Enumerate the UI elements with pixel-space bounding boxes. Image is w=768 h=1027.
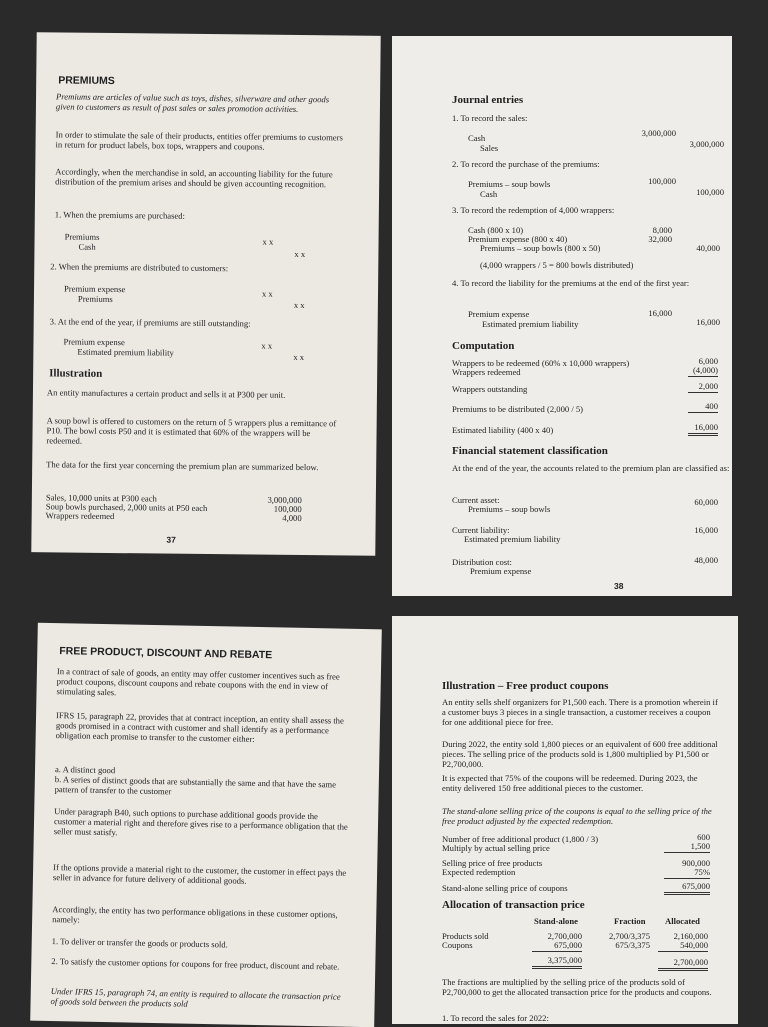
journal-1-debit: Cash [468,133,486,143]
illustration-b6: 1. To record the sales for 2022: [442,1013,549,1023]
data-sales-value: 3,000,000 [267,494,302,506]
journal-3-note: (4,000 wrappers / 5 = 800 bowls distributed) [480,260,634,270]
premiums-title: PREMIUMS [58,74,115,88]
free-product-para-6: Under IFRS 15, paragraph 74, an entity is required to allocate the transaction price of goods sold between the products sold [50,986,341,1009]
free-product-para-3: Under paragraph B40, such options to purchase additional goods provide the customer a material right and therefore gives rise to a performance obligation that the seller must satisfy. [53,806,348,838]
journal-4-credit: Estimated premium liability [482,319,579,329]
illustration-b1: An entity sells shelf organizers for P1,500 each. There is a promotion wherein if a customer buys 3 pieces in a single transaction, a customer receives a coupon for one additional piece for free. [442,697,718,727]
illustration-para-1: An entity manufactures a certain product and sells it at P300 per unit. [46,387,286,400]
entry-2-credit-amount: x x [293,299,305,311]
entry-2-credit: Premiums [77,293,113,305]
data-bowls: Soup bowls purchased, 2,000 units at P50 each [45,501,208,514]
entry-3-credit: Estimated premium liability [77,346,174,358]
fs-classification-heading: Financial statement classification [452,445,608,457]
current-asset-item: Premiums – soup bowls [468,504,551,514]
alloc-coupons-standalone: 675,000 [532,941,582,952]
free-product-para-1: In a contract of sale of goods, an entity may offer customer incentives such as free product coupons, discount coupons and rebate coupons with the end in view of stimulating sales. [56,666,340,698]
data-sales: Sales, 10,000 units at P300 each [45,492,157,504]
computation-heading: Computation [452,340,515,352]
current-liability-item: Estimated premium liability [464,534,561,544]
data-wrappers: Wrappers redeemed [45,510,115,522]
premiums-para-1: Premiums are articles of value such as toys, dishes, silverware and other goods given to customers as result of past sales or sales promotion activities. [55,91,330,114]
comp-premiums-distributed-value: 400 [688,402,718,413]
journal-2-debit: Premiums – soup bowls [468,179,551,189]
row-multiply-value: 1,500 [664,842,710,853]
row-selling-price: Selling price of free products [442,858,543,868]
current-liability-value: 16,000 [694,525,718,535]
comp-wrappers-outstanding: Wrappers outstanding [452,384,528,394]
alloc-total-standalone: 3,375,000 [532,956,582,969]
entry-1-credit-amount: x x [294,248,306,260]
entry-1-credit: Cash [78,241,96,252]
col-fraction: Fraction [614,916,646,926]
journal-2-credit: Cash [480,189,498,199]
alloc-coupons-allocated: 540,000 [658,941,708,952]
illustration-para-3: The data for the first year concerning the premium plan are summarized below. [46,459,319,473]
journal-3-expense-amount: 32,000 [648,234,672,244]
entry-1-debit: Premiums [64,231,100,242]
alloc-products-standalone: 2,700,000 [547,931,582,941]
illustration-b4: The stand-alone selling price of the coupons is equal to the selling price of the free product adjusted by the expected redemption. [442,806,712,826]
journal-3-debit-expense: Premium expense (800 x 40) [468,234,568,244]
entry-3-credit-amount: x x [293,351,305,363]
col-allocated: Allocated [665,916,700,926]
row-selling-price-value: 900,000 [682,858,710,868]
entry-3-debit: Premium expense [63,336,125,348]
journal-2-credit-amount: 100,000 [696,187,724,197]
comp-premiums-distributed: Premiums to be distributed (2,000 / 5) [452,404,584,414]
comp-wrappers-to-redeem: Wrappers to be redeemed (60% x 10,000 wrappers) [452,358,630,368]
comp-estimated-liability-value: 16,000 [688,423,718,436]
comp-wrappers-to-redeem-value: 6,000 [698,356,718,366]
free-product-para-5: Accordingly, the entity has two performance obligations in these customer options, namely: [52,904,338,925]
journal-3-label: 3. To record the redemption of 4,000 wrappers: [452,205,615,215]
free-product-para-4: If the options provide a material right to the customer, the customer in effect pays the seller in advance for future delivery of additional goods. [52,862,347,886]
entry-3-debit-amount: x x [261,340,273,351]
current-asset-label: Current asset: [452,495,500,505]
list-item-a: a. A distinct good [54,764,116,776]
free-product-para-2: IFRS 15, paragraph 22, provides that at contract inception, an entity shall assess the goods promised in a contract with customer and shall identify as a performance obligation each promise to transfer to the customer either: [55,710,344,744]
page-free-product-illustration [392,616,738,1024]
illustration-b2: During 2022, the entity sold 1,800 pieces or an equivalent of 600 free additional pieces. The selling price of the products sold is 1,800 multiplied by P1,500 or P2,700,000. [442,739,718,769]
list-item-b: b. A series of distinct goods that are substantially the same and that have the same pattern of transfer to the customer [54,774,337,797]
journal-1-credit-amount: 3,000,000 [689,139,724,149]
journal-3-credit: Premiums – soup bowls (800 x 50) [480,243,601,253]
current-liability-label: Current liability: [452,525,510,535]
premiums-para-3: Accordingly, when the merchandise in sold, an accounting liability for the future distribution of the premium arises and should be given accounting recognition. [55,166,333,190]
journal-1-debit-amount: 3,000,000 [641,128,676,138]
step-3: 3. At the end of the year, if premiums are still outstanding: [49,316,251,329]
journal-3-debit-cash: Cash (800 x 10) [468,225,524,235]
alloc-coupons-fraction: 675/3,375 [615,940,650,950]
comp-wrappers-redeemed-value: (4,000) [688,366,718,377]
distribution-cost-item: Premium expense [470,566,532,576]
illustration-b5: The fractions are multiplied by the selling price of the products sold of P2,700,000 to get the allocated transaction price for the products and coupons. [442,977,712,997]
obligation-1: 1. To deliver or transfer the goods or products sold. [51,936,228,950]
row-free-products: Number of free additional product (1,800 / 3) [442,834,599,844]
page-number-38: 38 [614,581,624,591]
alloc-row-products: Products sold [442,931,489,941]
journal-entries-title: Journal entries [452,94,524,106]
row-free-products-value: 600 [697,832,710,842]
journal-3-credit-amount: 40,000 [696,243,720,253]
obligation-2: 2. To satisfy the customer options for coupons for free product, discount and rebate. [51,956,340,972]
col-standalone: Stand-alone [534,916,578,926]
alloc-total-allocated: 2,700,000 [658,958,708,971]
journal-1-label: 1. To record the sales: [452,113,528,123]
comp-wrappers-redeemed: Wrappers redeemed [452,367,521,377]
alloc-products-allocated: 2,160,000 [673,931,708,941]
allocation-heading: Allocation of transaction price [442,899,585,911]
journal-1-credit: Sales [480,143,499,153]
journal-4-label: 4. To record the liability for the premiums at the end of the first year: [452,278,690,288]
distribution-cost-label: Distribution cost: [452,557,512,567]
step-1: 1. When the premiums are purchased: [54,209,186,221]
row-standalone-coupons: Stand-alone selling price of coupons [442,883,568,893]
journal-3-cash-amount: 8,000 [652,225,672,235]
page-37 [31,32,380,556]
illustration-b3: It is expected that 75% of the coupons will be redeemed. During 2023, the entity delivered 150 free additional pieces to the customer. [442,773,698,793]
distribution-cost-value: 48,000 [694,555,718,565]
illustration-para-2: A soup bowl is offered to customers on the return of 5 wrappers plus a remittance of P10. The bowl costs P50 and it is estimated that 60% of the wrappers will be redeemed. [46,415,337,446]
data-wrappers-value: 4,000 [282,512,302,524]
comp-wrappers-outstanding-value: 2,000 [688,382,718,393]
row-standalone-coupons-value: 675,000 [664,882,710,895]
illustration-heading: Illustration [49,367,103,380]
step-2: 2. When the premiums are distributed to customers: [50,261,229,274]
row-multiply: Multiply by actual selling price [442,843,550,853]
data-bowls-value: 100,000 [273,503,302,515]
fs-classification-text: At the end of the year, the accounts related to the premium plan are classified as: [452,463,730,473]
journal-2-debit-amount: 100,000 [648,176,676,186]
premiums-para-2: In order to stimulate the sale of their products, entities offer premiums to customers in return for product labels, box tops, wrappers and coupons. [55,129,343,152]
page-38 [392,36,732,596]
entry-2-debit: Premium expense [63,283,126,295]
journal-2-label: 2. To record the purchase of the premiums: [452,159,600,169]
journal-4-credit-amount: 16,000 [696,317,720,327]
entry-1-debit-amount: x x [262,236,274,247]
row-expected-redemption-value: 75% [664,868,710,879]
journal-4-debit: Premium expense [468,309,530,319]
page-number-37: 37 [166,534,176,545]
comp-estimated-liability: Estimated liability (400 x 40) [452,425,554,435]
current-asset-value: 60,000 [694,497,718,507]
alloc-row-coupons: Coupons [442,940,473,950]
row-expected-redemption: Expected redemption [442,867,516,877]
entry-2-debit-amount: x x [261,288,273,299]
journal-4-debit-amount: 16,000 [648,308,672,318]
illustration-free-coupons-title: Illustration – Free product coupons [442,680,609,692]
free-product-title: FREE PRODUCT, DISCOUNT AND REBATE [59,645,273,662]
alloc-products-fraction: 2,700/3,375 [608,931,650,941]
page-free-product [30,623,382,1027]
